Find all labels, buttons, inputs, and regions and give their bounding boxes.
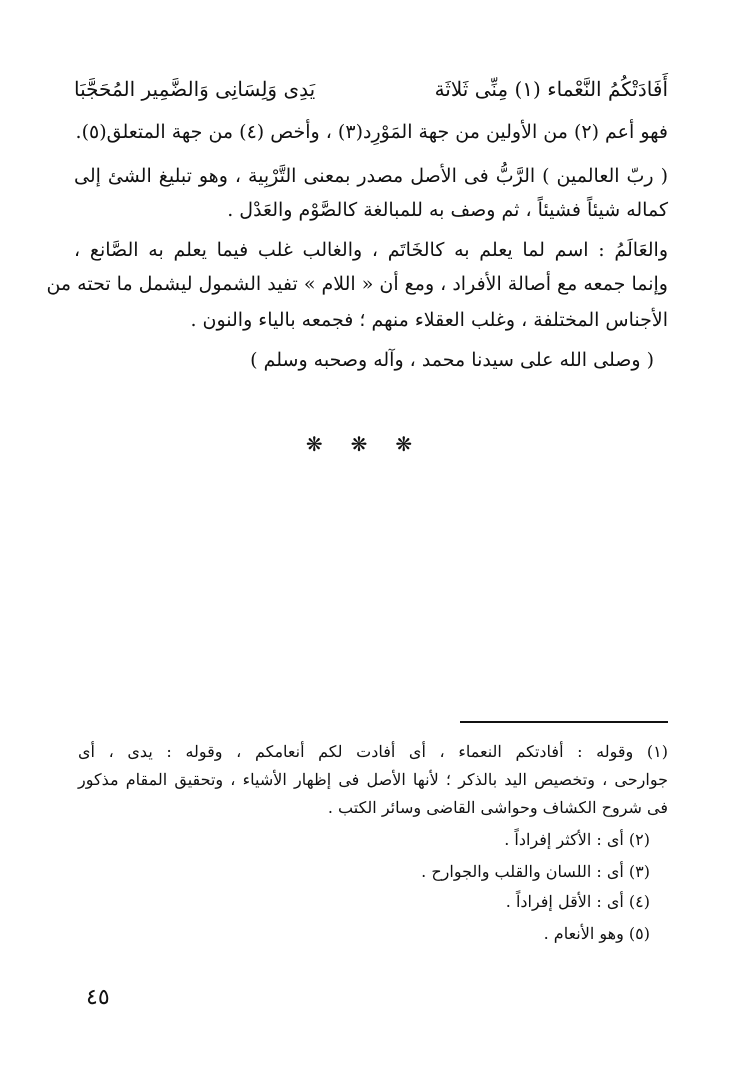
footnote-2: (٢) أى : الأكثر إفراداً . [504,830,650,849]
body-line-2: ( ربّ العالمين ) الرَّبُّ فى الأصل مصدر بمعنى التَّرْبِية ، وهو تبليغ الشئ إلى [74,165,668,187]
footnote-1-line-3: فى شروح الكشاف وحواشى القاضى وسائر الكتب . [327,798,668,817]
verse-second-hemistich: يَدِى وَلِسَانِى وَالضَّمِير المُحَجَّبَا [74,77,316,101]
ornament-stars: ❋❋❋ [305,432,441,456]
footnote-1-line-2: جوارحى ، وتخصيص اليد بالذكر ؛ لأنها الأصل فى إظهار الأشياء ، وتحقيق المقام مذكور [78,770,668,789]
footnote-3: (٣) أى : اللسان والقلب والجوارح . [421,862,650,881]
footnote-1-line-1: (١) وقوله : أفادتكم النعماء ، أى أفادت لكم أنعامكم ، وقوله : يدى ، أى [78,742,668,761]
body-line-3: كماله شيئاً فشيئاً ، ثم وصف به للمبالغة كالصَّوْم والعَدْل . [227,199,668,221]
body-line-4: والعَالَمُ : اسم لما يعلم به كالخَاتَم ، والغالب غلب فيما يعلم به الصَّانع ، [74,239,668,261]
page-number: ٤٥ [86,985,110,1010]
verse-line [74,74,668,110]
footnote-separator [460,721,668,723]
verse-first-hemistich: أَفَادَتْكُمُ النَّعْماء (١) مِنِّى ثَلاثَة [434,77,668,101]
body-line-closing: ( وصلى الله على سيدنا محمد ، وآله وصحبه وسلم ) [250,349,654,371]
body-line-6: الأجناس المختلفة ، وغلب العقلاء منهم ؛ فجمعه بالياء والنون . [190,309,668,331]
body-line-5: وإنما جمعه مع أصالة الأفراد ، ومع أن « اللام » تفيد الشمول ليشمل ما تحته من [46,273,668,295]
body-line-1: فهو أعم (٢) من الأولين من جهة المَوْرِد(٣) ، وأخص (٤) من جهة المتعلق(٥). [75,121,668,143]
footnote-4: (٤) أى : الأقل إفراداً . [505,892,650,911]
footnote-5: (٥) وهو الأنعام . [543,924,650,943]
